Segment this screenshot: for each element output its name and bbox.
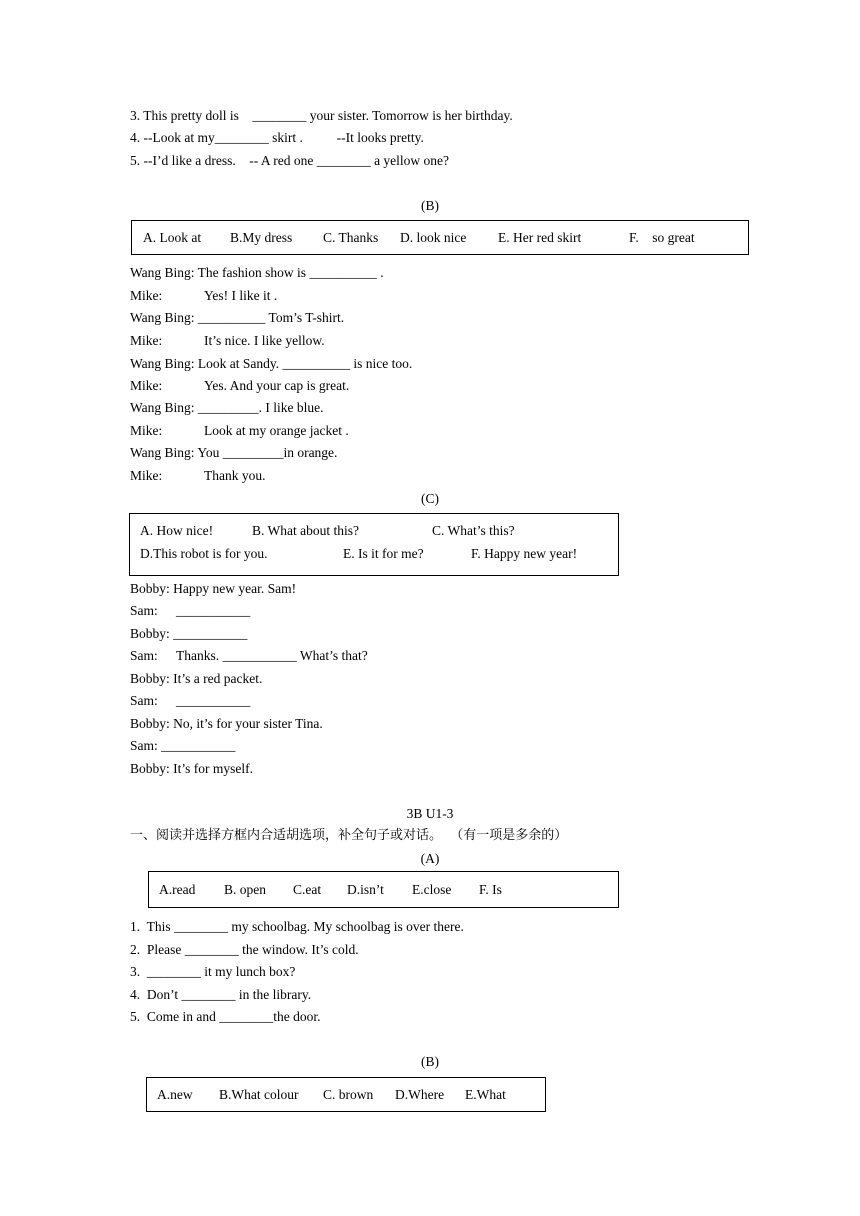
- section-c-heading: (C): [421, 491, 439, 506]
- dialogue-line: [130, 715, 323, 733]
- unit-title: 3B U1-3: [406, 806, 454, 821]
- speaker: Mike:: [130, 333, 163, 348]
- exercise-line-4: 4. --Look at my________ skirt . --It looks pretty.: [130, 130, 424, 145]
- utterance: ___________: [157, 738, 236, 753]
- option-f: F. Happy new year!: [471, 546, 578, 561]
- option-b: B. What about this?: [252, 523, 359, 538]
- option-b: B.What colour: [219, 1087, 299, 1102]
- utterance: Look at my orange jacket .: [204, 423, 349, 438]
- option-e: E.What: [465, 1087, 506, 1102]
- dialogue-line: [130, 355, 412, 373]
- speaker: Mike:: [130, 423, 163, 438]
- utterance: You _________in orange.: [194, 445, 338, 460]
- speaker: Bobby:: [130, 626, 170, 641]
- option-d: D.isn’t: [347, 882, 384, 897]
- section-b-heading: (B): [421, 198, 439, 213]
- utterance: Happy new year. Sam!: [169, 581, 297, 596]
- option-b: B.My dress: [230, 230, 293, 245]
- option-a: A.new: [157, 1087, 193, 1102]
- option-d: D. look nice: [400, 230, 467, 245]
- speaker: Bobby:: [130, 671, 170, 686]
- exercise-line-5: 5. --I’d like a dress. -- A red one ________ a yellow one?: [130, 153, 450, 168]
- exercise-line-4: 4. Don’t ________ in the library.: [130, 987, 312, 1002]
- section-a-heading: (A): [420, 851, 440, 866]
- utterance: Thanks. ___________ What’s that?: [176, 648, 368, 663]
- utterance: ___________: [176, 603, 251, 618]
- dialogue-line: [130, 444, 337, 462]
- dialogue-line: [130, 332, 325, 350]
- utterance: __________ Tom’s T-shirt.: [194, 310, 345, 325]
- utterance: Look at Sandy. __________ is nice too.: [194, 356, 413, 371]
- dialogue-line: [130, 625, 247, 643]
- option-c: C. brown: [323, 1087, 374, 1102]
- utterance: ___________: [169, 626, 248, 641]
- speaker: Bobby:: [130, 581, 170, 596]
- speaker: Mike:: [130, 468, 163, 483]
- option-e: E. Her red skirt: [498, 230, 582, 245]
- utterance: _________. I like blue.: [194, 400, 324, 415]
- dialogue-line: [130, 692, 250, 710]
- speaker: Sam:: [130, 648, 158, 663]
- option-e: E.close: [412, 882, 452, 897]
- speaker: Mike:: [130, 378, 163, 393]
- speaker: Bobby:: [130, 761, 170, 776]
- section-a-options-box: [148, 871, 619, 908]
- option-b: B. open: [224, 882, 266, 897]
- dialogue-line: [130, 377, 349, 395]
- dialogue-line: [130, 287, 277, 305]
- section-b-options-box: [131, 220, 749, 255]
- dialogue-line: [130, 670, 262, 688]
- dialogue-line: [130, 760, 253, 778]
- option-f: F. so great: [629, 230, 695, 245]
- option-a: A. How nice!: [140, 523, 214, 538]
- section-c-options-box: [129, 513, 619, 576]
- speaker: Wang Bing:: [130, 265, 195, 280]
- utterance: The fashion show is __________ .: [194, 265, 384, 280]
- utterance: Thank you.: [204, 468, 266, 483]
- option-a: A.read: [159, 882, 196, 897]
- dialogue-line: [130, 580, 296, 598]
- utterance: Yes! I like it .: [204, 288, 278, 303]
- speaker: Wang Bing:: [130, 356, 195, 371]
- option-c: C.eat: [293, 882, 322, 897]
- option-d: D.Where: [395, 1087, 445, 1102]
- option-d: D.This robot is for you.: [140, 546, 268, 561]
- dialogue-line: [130, 422, 349, 440]
- exercise-line-3: 3. This pretty doll is ________ your sister. Tomorrow is her birthday.: [130, 108, 513, 123]
- exercise-line-1: 1. This ________ my schoolbag. My schoolbag is over there.: [130, 919, 464, 934]
- option-e: E. Is it for me?: [343, 546, 424, 561]
- speaker: Sam:: [130, 738, 158, 753]
- speaker: Sam:: [130, 693, 158, 708]
- section-b2-options-box: [146, 1077, 546, 1112]
- dialogue-line: [130, 264, 384, 282]
- speaker: Wang Bing:: [130, 310, 195, 325]
- exercise-line-3: 3. ________ it my lunch box?: [130, 964, 296, 979]
- exercise-line-2: 2. Please ________ the window. It’s cold.: [130, 942, 359, 957]
- option-f: F. Is: [479, 882, 502, 897]
- dialogue-line: [130, 602, 250, 620]
- option-c: C. Thanks: [323, 230, 379, 245]
- instruction-text: 一、阅读并选择方框内合适胡选项，补全句子或对话。 （有一项是多余的）: [130, 828, 568, 843]
- option-c: C. What’s this?: [432, 523, 515, 538]
- utterance: It’s for myself.: [169, 761, 254, 776]
- dialogue-line: [130, 309, 344, 327]
- exercise-line-5: 5. Come in and ________the door.: [130, 1009, 321, 1024]
- dialogue-line: [130, 647, 368, 665]
- speaker: Bobby:: [130, 716, 170, 731]
- speaker: Mike:: [130, 288, 163, 303]
- speaker: Wang Bing:: [130, 445, 195, 460]
- speaker: Wang Bing:: [130, 400, 195, 415]
- dialogue-line: [130, 399, 324, 417]
- dialogue-line: [130, 467, 266, 485]
- utterance: No, it’s for your sister Tina.: [169, 716, 323, 731]
- utterance: It’s a red packet.: [169, 671, 263, 686]
- utterance: Yes. And your cap is great.: [204, 378, 350, 393]
- speaker: Sam:: [130, 603, 158, 618]
- section-b2-heading: (B): [421, 1054, 439, 1069]
- option-a: A. Look at: [143, 230, 202, 245]
- dialogue-line: [130, 737, 235, 755]
- utterance: It’s nice. I like yellow.: [204, 333, 325, 348]
- utterance: ___________: [176, 693, 251, 708]
